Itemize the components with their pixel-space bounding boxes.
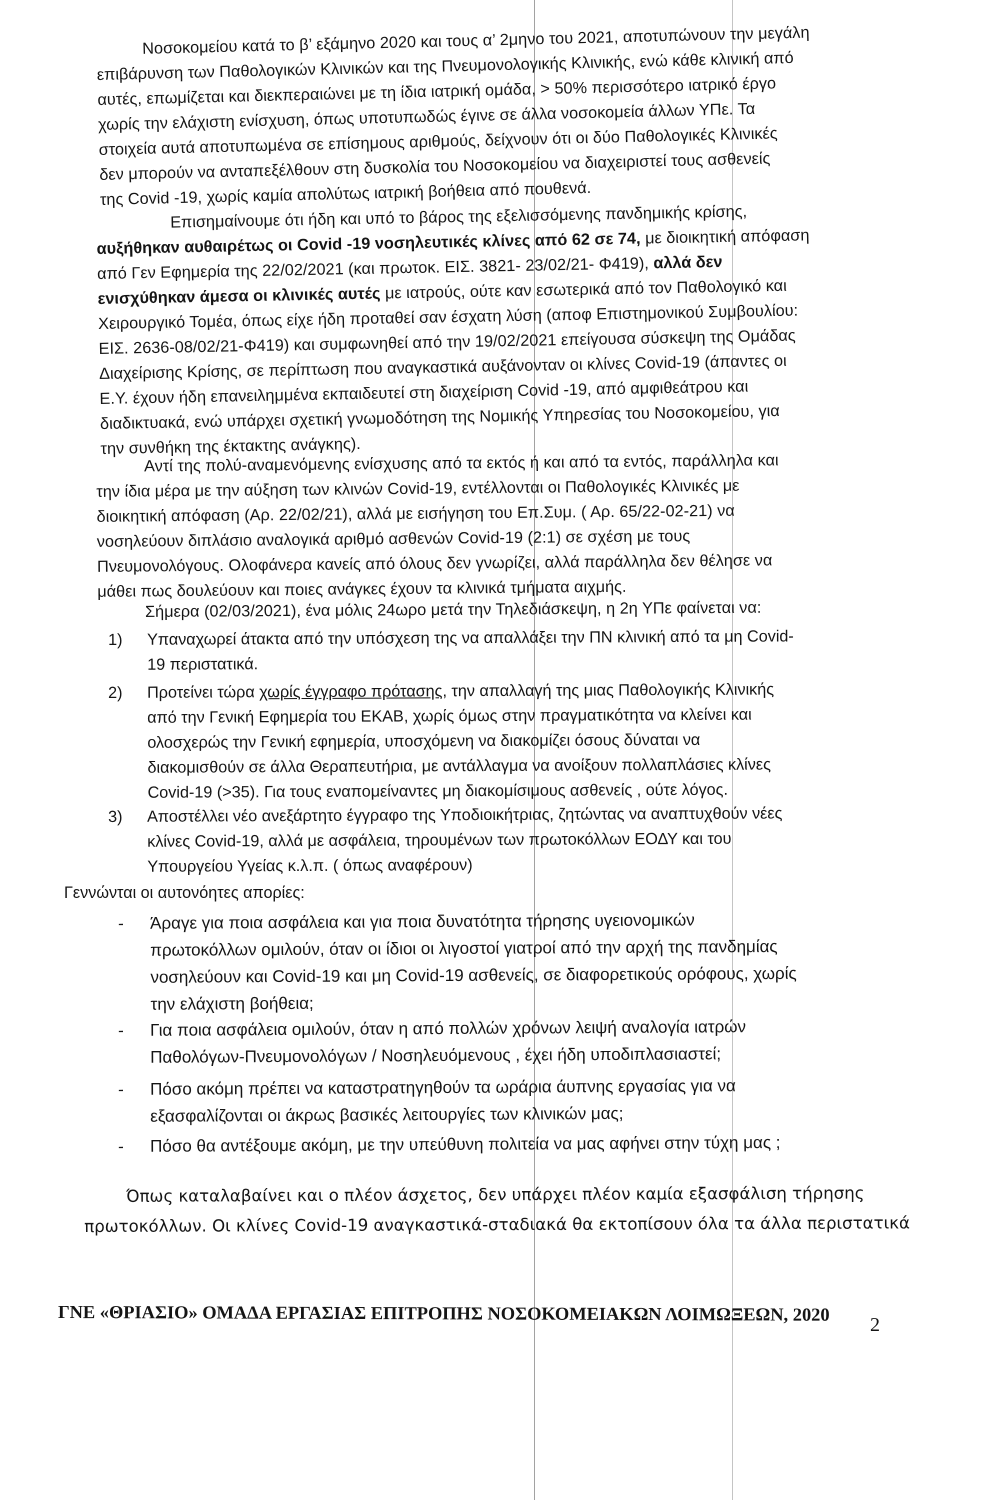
paragraph-1-line: επιβάρυνση των Παθολογικών Κλινικών και της Πνευμονολογικής Κλινικής, ενώ κάθε κλινική από xyxy=(96,48,794,84)
item-line: Υπαναχωρεί άτακτα από την υπόσχεση της να απαλλάξει την ΠΝ κλινική από τα μη Covid- xyxy=(147,627,794,649)
item-body xyxy=(147,623,947,677)
dash-bullet: - xyxy=(118,913,124,933)
item-line: ολοσχερώς την Γενική εφημερία, υποσχόμενη να διακομίζει όσους δύναται να xyxy=(147,730,701,752)
item-number: 2) xyxy=(108,683,123,702)
item-line: κλίνες Covid-19, αλλά με ασφάλεια, τηρουμένων των πρωτοκόλλων ΕΟΔΥ και του xyxy=(147,829,732,851)
page-footer: ΓΝΕ «ΘΡΙΑΣΙΟ» ΟΜΑΔΑ ΕΡΓΑΣΙΑΣ ΕΠΙΤΡΟΠΗΣ ΝΟΣΟΚΟΜΕΙΑΚΩΝ ΛΟΙΜΩΞΕΩΝ, 2020 xyxy=(57,1302,830,1325)
question-line: εξασφαλίζονται οι άκρως βασικές λειτουργίες των κλινικών μας; xyxy=(150,1103,624,1126)
text-span: από Γεν Εφημερία της 22/02/2021 (και πρωτοκ. ΕΙΣ. 3821- 23/02/21- Φ419), xyxy=(97,254,654,283)
question-line: Άραγε για ποια ασφάλεια και για ποια δυνατότητα τήρησης υγειονομικών xyxy=(150,910,695,933)
paragraph-1-line: χωρίς την ελάχιστη ενίσχυση, όπως υποτυπωδώς έγινε σε άλλα νοσοκομεία άλλων ΥΠε. Τα xyxy=(97,99,756,134)
closing-paragraph xyxy=(84,1178,954,1242)
paragraph-3 xyxy=(84,447,905,605)
paragraph-2-line: ΕΙΣ. 2636-08/02/21-Φ419) και συμφωνηθεί από την 19/02/2021 επείγουσα σύσκεψη της Ομάδας xyxy=(98,326,796,358)
paragraph-3-line: την ίδια μέρα με την αύξηση των κλινών Covid-19, εντέλλονται οι Παθολογικές Κλινικές με xyxy=(96,476,740,501)
dash-bullet: - xyxy=(118,1020,124,1040)
item-line: από την Γενική Εφημερία του ΕΚΑΒ, χωρίς όμως στην πραγματικότητα να κλείνει και xyxy=(147,705,752,727)
item-line: 19 περιστατικά. xyxy=(147,655,259,674)
question-line: Παθολόγων-Πνευμονολόγων / Νοσηλευόμενους , έχει ήδη υποδιπλασιαστεί; xyxy=(150,1044,722,1067)
question-body xyxy=(150,905,951,1018)
paragraph-2-line: Χειρουργικό Τομέα, όπως είχε ήδη προταθεί σαν έσχατη λύση (αποφ Επιστημονικού Συμβουλίου: xyxy=(97,301,799,333)
paragraph-2-line: Επισημαίνουμε ότι ήδη και υπό το βάρος της εξελισσόμενης πανδημικής κρίσης, xyxy=(170,202,748,232)
item-body xyxy=(147,676,948,805)
question-line: την ελάχιστη βοήθεια; xyxy=(150,993,314,1014)
paragraph-3-line: Πνευμονολόγους. Ολοφάνερα κανείς από όλους δεν γνωρίζει, αλλά παράλληλα δεν θέλησε να xyxy=(96,551,773,576)
question-line: Πόσο ακόμη πρέπει να καταστρατηγηθούν τα ωράρια άυπνης εργασίας για να xyxy=(150,1076,736,1099)
paragraph-3-line: Αντί της πολύ-αναμενόμενης ενίσχυσης από τα εκτός ή και από τα εντός, παράλληλα και xyxy=(144,451,779,476)
paragraph-1-line: της Covid -19, χωρίς καμία απολύτως ιατρική βοήθεια από πουθενά. xyxy=(99,178,592,209)
item-number: 1) xyxy=(108,630,123,649)
paragraph-1 xyxy=(96,18,920,213)
question-line: πρωτοκόλλων ομιλούν, όταν οι ίδιοι οι λιγοστοί γιατροί από την αρχή της πανδημίας xyxy=(150,936,778,960)
paragraph-1-line: αυτές, επωμίζεται και διεκπεραιώνει με τη ίδια ιατρική ομάδα, > 50% περισσότερο ιατρικό έργο xyxy=(97,74,777,109)
text-span: με ιατρούς, ούτε καν εσωτερικά από τον Παθολογικό και xyxy=(380,276,787,303)
closing-line: Όπως καταλαβαίνει και ο πλέον άσχετος, δεν υπάρχει πλέον καμία εξασφάλιση τήρησης xyxy=(126,1183,865,1206)
item-line: διακομισθούν σε άλλα Θεραπευτήρια, με αντάλλαγμα να ανοίξουν πολλαπλάσιες κλίνες xyxy=(147,755,771,777)
item-line: Covid-19 (>35). Για τους εναπομείναντες μη διακομίσιμους ασθενείς , ούτε λόγος. xyxy=(147,780,729,802)
questions-heading: Γεννώνται οι αυτονόητες απορίες: xyxy=(64,884,305,902)
dash-bullet: - xyxy=(118,1136,124,1156)
question-body xyxy=(150,1071,950,1130)
question-line: Για ποια ασφάλεια ομιλούν, όταν η από πολλών χρόνων λειψή αναλογία ιατρών xyxy=(150,1017,747,1040)
paragraph-2-line: την συνθήκη της έκτακτης ανάγκης). xyxy=(100,434,361,458)
text-span: την απαλλαγή της μιας Παθολογικής Κλινικής xyxy=(446,680,775,701)
question-item-3 xyxy=(118,1071,958,1126)
text-span: Προτείνει τώρα xyxy=(147,683,260,702)
paragraph-1-line: δεν μπορούν να ανταπεξέλθουν στη δυσκολία του Νοσοκομείου να διαχειριστεί τους ασθενείς xyxy=(99,149,771,184)
page-number: 2 xyxy=(870,1314,880,1336)
question-body xyxy=(150,1012,950,1071)
question-line: νοσηλεύουν και Covid-19 και μη Covid-19 ασθενείς, σε διαφορετικούς ορόφους, χωρίς xyxy=(150,963,797,987)
text-span: με διοικητική απόφαση xyxy=(640,226,810,248)
item-line: Υπουργείου Υγείας κ.λ.π. ( όπως αναφέρουν) xyxy=(147,856,473,876)
paragraph-2-line: διαδικτυακά, ενώ υπάρχει σχετική γνωμοδότηση της Νομικής Υπηρεσίας του Νοσοκομείου, για xyxy=(99,401,780,433)
dash-bullet: - xyxy=(118,1079,124,1099)
paragraph-2-line: Διαχείρισης Κρίσης, σε περίπτωση που αναγκαστικά αυξάνονταν οι κλίνες Covid-19 (άπαντες οι xyxy=(98,351,787,383)
paragraph-3-line: νοσηλεύουν διπλάσιο αναλογικά αριθμό ασθενών Covid-19 (2:1) σε σχέση με τους xyxy=(96,527,691,551)
item-body xyxy=(147,800,947,879)
paragraph-2-line: Ε.Υ. έχουν ήδη επανειλημμένα εκπαιδευτεί στη διαχείριση Covid -19, από αμφιθεάτρου και xyxy=(99,377,749,408)
bold-phrase: ενισχύθηκαν άμεσα οι κλινικές αυτές xyxy=(97,284,381,308)
item-line: Αποστέλλει νέο ανεξάρτητο έγγραφο της Υποδιοικήτριας, ζητώντας να αναπτυχθούν νέες xyxy=(147,804,783,826)
paragraph-1-line: Νοσοκομείου κατά το β’ εξάμηνο 2020 και τους α’ 2μηνο του 2021, αποτυπώνουν την μεγάλη xyxy=(142,23,810,58)
paragraph-1-line: στοιχεία αυτά αποτυπωμένα σε επίσημους αριθμούς, δείχνουν ότι οι δύο Παθολογικές Κλινικές xyxy=(98,124,778,159)
underlined-phrase: χωρίς έγγραφο πρότασης, xyxy=(259,682,448,702)
bold-phrase: αλλά δεν xyxy=(653,252,723,273)
paragraph-3-line: μάθει πως δουλεύουν και ποιες ανάγκες έχουν τα κλινικά τμήματα αιχμής. xyxy=(97,577,627,601)
closing-line: πρωτοκόλλων. Οι κλίνες Covid-19 αναγκαστικά-σταδιακά θα εκτοπίσουν όλα τα άλλα περιστατικά xyxy=(84,1213,910,1236)
paragraph-2 xyxy=(96,196,921,462)
question-body xyxy=(150,1128,950,1160)
question-line: Πόσο θα αντέξουμε ακόμη, με την υπεύθυνη πολιτεία να μας αφήνει στην τύχη μας ; xyxy=(150,1132,781,1156)
bold-phrase: αυξήθηκαν αυθαιρέτως οι Covid -19 νοσηλευτικές κλίνες από 62 σε 74, xyxy=(96,229,641,258)
paragraph-3-line: διοικητική απόφαση (Αρ. 22/02/21), αλλά με εισήγηση του Επ.Συμ. ( Αρ. 65/22-02-21) να xyxy=(96,501,735,526)
paragraph-4: Σήμερα (02/03/2021), ένα μόλις 24ωρο μετά την Τηλεδιάσκεψη, η 2η ΥΠε φαίνεται να: xyxy=(145,598,762,621)
item-number: 3) xyxy=(108,807,123,826)
